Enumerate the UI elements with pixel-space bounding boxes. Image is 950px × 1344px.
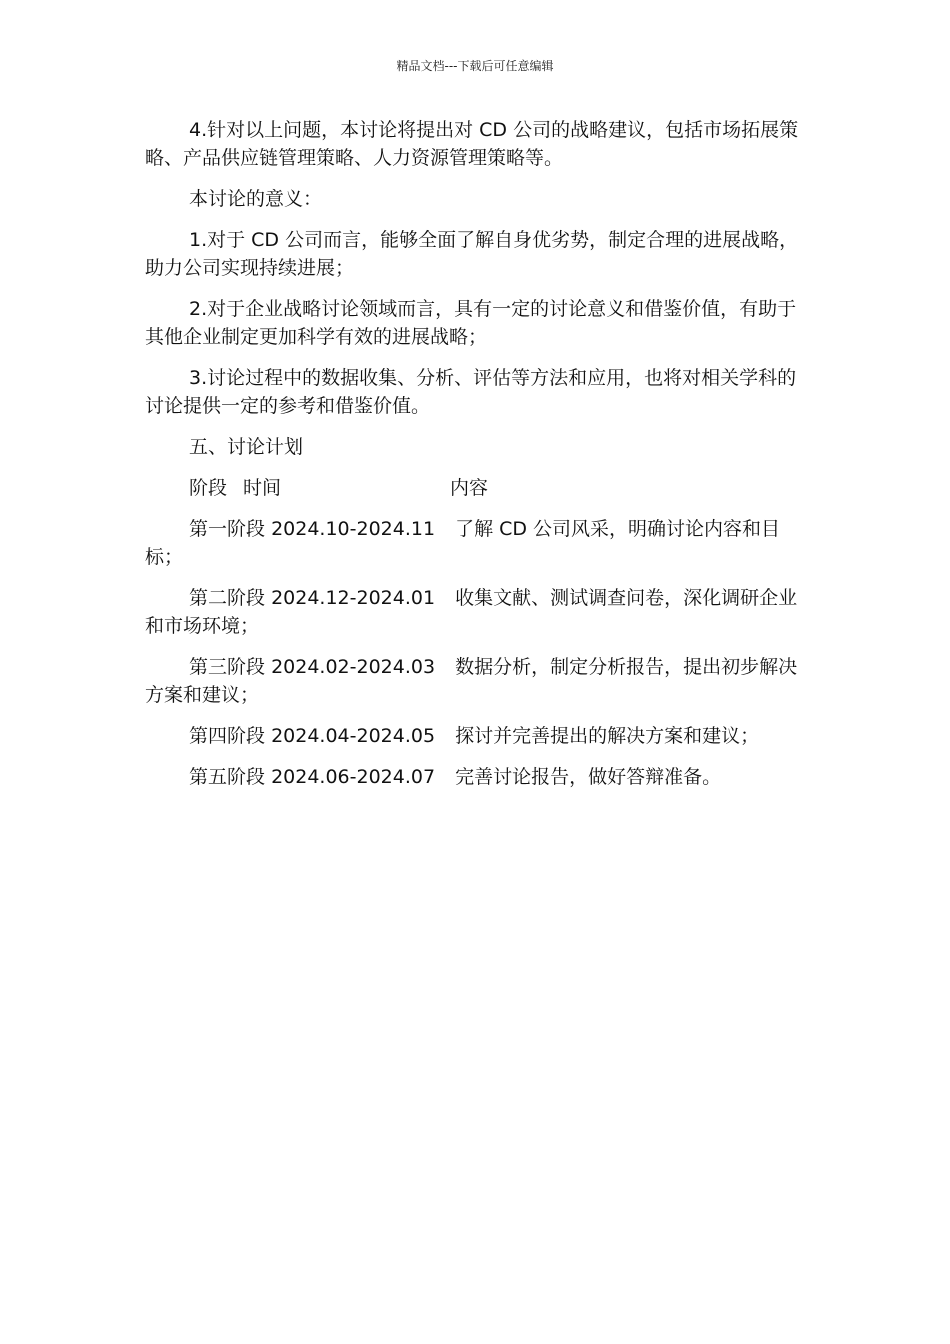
plan-row-content: 收集文献、测试调查问卷，深化调研企业和市场环境； (145, 587, 798, 637)
plan-row (145, 722, 810, 750)
plan-row-time: 2024.12-2024.01 (271, 587, 436, 609)
plan-row (145, 763, 810, 791)
plan-header-content: 内容 (450, 477, 489, 499)
paragraph-point-4: 4.针对以上问题，本讨论将提出对 CD 公司的战略建议，包括市场拓展策略、产品供应链管理策略、人力资源管理策略等。 (145, 119, 799, 169)
plan-row-time: 2024.02-2024.03 (271, 656, 436, 678)
significance-point-3: 3.讨论过程中的数据收集、分析、评估等方法和应用，也将对相关学科的讨论提供一定的参考和借鉴价值。 (145, 367, 797, 417)
plan-row-stage: 第一阶段 (189, 518, 266, 540)
plan-section-heading: 五、讨论计划 (189, 436, 304, 458)
significance-heading: 本讨论的意义： (189, 188, 323, 210)
plan-row-stage: 第三阶段 (189, 656, 266, 678)
significance-point-2: 2.对于企业战略讨论领域而言，具有一定的讨论意义和借鉴价值，有助于其他企业制定更加科学有效的进展战略； (145, 298, 797, 348)
plan-row (145, 653, 810, 709)
plan-row (145, 584, 810, 640)
plan-row-content: 数据分析，制定分析报告，提出初步解决方案和建议； (145, 656, 798, 706)
plan-row-content: 了解 CD 公司风采，明确讨论内容和目标； (145, 518, 781, 568)
plan-row-time: 2024.04-2024.05 (271, 725, 436, 747)
page-header-note: 精品文档---下载后可任意编辑 (396, 59, 554, 73)
plan-header-time: 时间 (243, 477, 282, 499)
significance-point-1: 1.对于 CD 公司而言，能够全面了解自身优劣势，制定合理的进展战略，助力公司实现持续进展； (145, 229, 799, 279)
plan-row (145, 515, 810, 571)
plan-row-content: 完善讨论报告，做好答辩准备。 (455, 766, 722, 788)
plan-row-time: 2024.10-2024.11 (271, 518, 436, 540)
document-body (145, 116, 810, 804)
plan-row-time: 2024.06-2024.07 (271, 766, 436, 788)
plan-row-content: 探讨并完善提出的解决方案和建议； (455, 725, 760, 747)
plan-row-stage: 第二阶段 (189, 587, 266, 609)
plan-row-stage: 第四阶段 (189, 725, 266, 747)
plan-row-stage: 第五阶段 (189, 766, 266, 788)
plan-header-stage: 阶段 (189, 477, 228, 499)
plan-table-header (145, 474, 810, 502)
